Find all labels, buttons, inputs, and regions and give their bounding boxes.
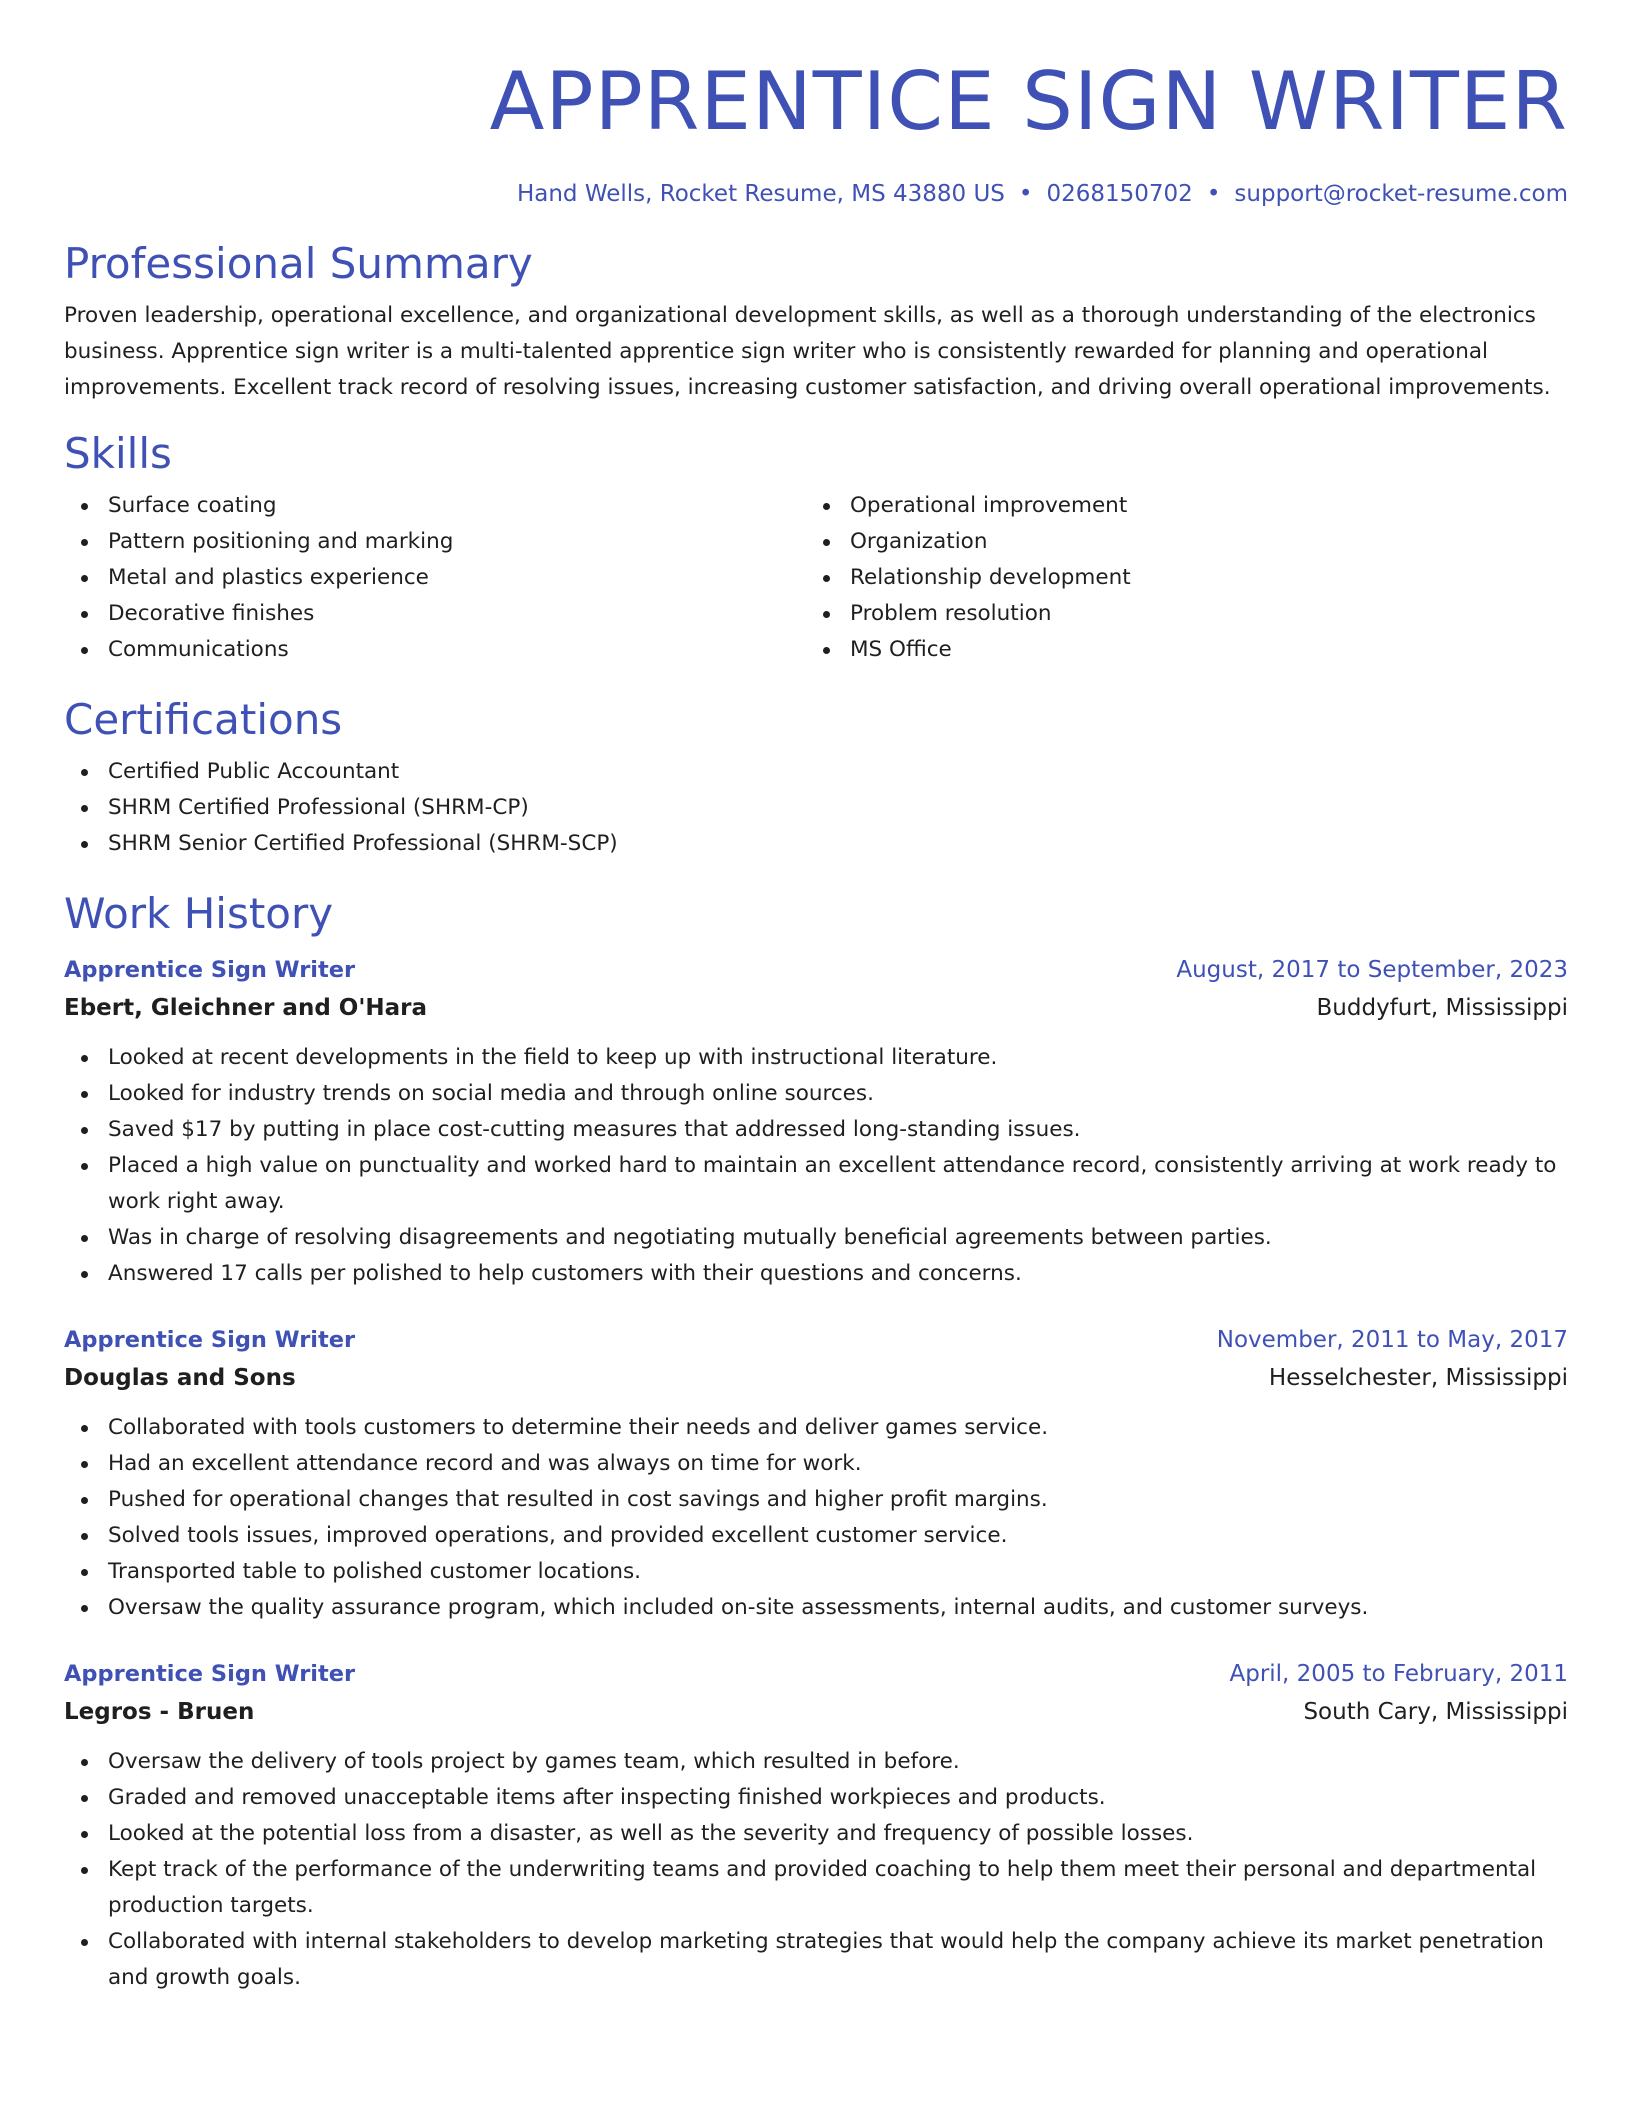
job-duty-item: Oversaw the delivery of tools project by games team, which resulted in before.: [108, 1744, 1568, 1780]
summary-heading: Professional Summary: [64, 239, 533, 288]
job-title-row: [64, 1322, 1568, 1358]
job-dates: November, 2011 to May, 2017: [1216, 1327, 1568, 1353]
summary-text: Proven leadership, operational excellence, and organizational development skills, as well as a thorough understanding of the electronics business. Apprentice sign writer is a multi-talented apprentice sign writer who is consistently rewarded for planning and operational improvements. Excellent track record of resolving issues, increasing customer satisfaction, and driving overall operational improvements.: [64, 303, 1551, 400]
job-duty-item: Looked at recent developments in the field to keep up with instructional literature.: [108, 1040, 1568, 1076]
certification-item: SHRM Senior Certified Professional (SHRM-SCP): [108, 826, 1568, 862]
job-title-row: [64, 1656, 1568, 1692]
skill-item: Decorative finishes: [108, 596, 806, 632]
work-history-section: [64, 888, 1568, 1996]
job-location: Hesselchester, Mississippi: [1268, 1365, 1568, 1391]
certifications-list: [64, 754, 1568, 862]
job-duty-item: Collaborated with internal stakeholders to develop marketing strategies that would help the company achieve its market penetration and growth goals.: [108, 1924, 1568, 1996]
job-location: South Cary, Mississippi: [1303, 1699, 1568, 1725]
job-company: Douglas and Sons: [64, 1365, 296, 1391]
skills-column-right: [806, 488, 1548, 668]
job-company-row: [64, 1692, 1568, 1732]
job-duties-list: [64, 1040, 1568, 1292]
skill-item: Relationship development: [850, 560, 1548, 596]
job-title: Apprentice Sign Writer: [64, 1661, 356, 1687]
job-company: Legros - Bruen: [64, 1699, 255, 1725]
job-duty-item: Oversaw the quality assurance program, which included on-site assessments, internal audits, and customer surveys.: [108, 1590, 1568, 1626]
job-duty-item: Saved $17 by putting in place cost-cutting measures that addressed long-standing issues.: [108, 1112, 1568, 1148]
job-duty-item: Placed a high value on punctuality and worked hard to maintain an excellent attendance record, consistently arriving at work ready to work right away.: [108, 1148, 1568, 1220]
job-title: Apprentice Sign Writer: [64, 1327, 356, 1353]
job-duty-item: Graded and removed unacceptable items after inspecting finished workpieces and products.: [108, 1780, 1568, 1816]
job-company-row: [64, 988, 1568, 1028]
skill-item: Surface coating: [108, 488, 806, 524]
job-duty-item: Pushed for operational changes that resulted in cost savings and higher profit margins.: [108, 1482, 1568, 1518]
job-entry: [64, 1656, 1568, 1996]
certifications-section: [64, 694, 1568, 862]
skills-column-left: [64, 488, 806, 668]
skill-item: Problem resolution: [850, 596, 1548, 632]
job-entry: [64, 1322, 1568, 1626]
work-history-heading: Work History: [64, 889, 334, 938]
certification-item: SHRM Certified Professional (SHRM-CP): [108, 790, 1568, 826]
job-location: Buddyfurt, Mississippi: [1316, 995, 1568, 1021]
contact-line: [64, 178, 1568, 210]
contact-address: Hand Wells, Rocket Resume, MS 43880 US: [516, 181, 1005, 207]
contact-separator: •: [1206, 181, 1221, 207]
skill-item: MS Office: [850, 632, 1548, 668]
certifications-heading: Certifications: [64, 695, 343, 744]
job-dates: April, 2005 to February, 2011: [1229, 1661, 1568, 1687]
skills-heading: Skills: [64, 429, 172, 478]
job-duty-item: Looked at the potential loss from a disaster, as well as the severity and frequency of possible losses.: [108, 1816, 1568, 1852]
job-company-row: [64, 1358, 1568, 1398]
skills-grid: [64, 488, 1568, 668]
job-duty-item: Answered 17 calls per polished to help customers with their questions and concerns.: [108, 1256, 1568, 1292]
job-duty-item: Had an excellent attendance record and was always on time for work.: [108, 1446, 1568, 1482]
skills-list-left: [64, 488, 806, 668]
job-duty-item: Was in charge of resolving disagreements and negotiating mutually beneficial agreements between parties.: [108, 1220, 1568, 1256]
contact-phone: 0268150702: [1046, 181, 1193, 207]
contact-email[interactable]: support@rocket-resume.com: [1234, 181, 1568, 207]
job-company: Ebert, Gleichner and O'Hara: [64, 995, 428, 1021]
skill-item: Organization: [850, 524, 1548, 560]
job-title: Apprentice Sign Writer: [64, 957, 356, 983]
contact-separator: •: [1018, 181, 1033, 207]
job-duty-item: Kept track of the performance of the underwriting teams and provided coaching to help them meet their personal and departmental production targets.: [108, 1852, 1568, 1924]
skill-item: Operational improvement: [850, 488, 1548, 524]
skill-item: Pattern positioning and marking: [108, 524, 806, 560]
resume-name: APPRENTICE SIGN WRITER: [489, 55, 1568, 148]
job-entry: [64, 952, 1568, 1292]
skills-section: [64, 428, 1568, 668]
skills-list-right: [806, 488, 1548, 668]
summary-section: [64, 238, 1568, 406]
skill-item: Metal and plastics experience: [108, 560, 806, 596]
job-duty-item: Collaborated with tools customers to determine their needs and deliver games service.: [108, 1410, 1568, 1446]
job-dates: August, 2017 to September, 2023: [1176, 957, 1568, 983]
job-duties-list: [64, 1744, 1568, 1996]
skill-item: Communications: [108, 632, 806, 668]
certification-item: Certified Public Accountant: [108, 754, 1568, 790]
job-duties-list: [64, 1410, 1568, 1626]
job-title-row: [64, 952, 1568, 988]
job-duty-item: Transported table to polished customer locations.: [108, 1554, 1568, 1590]
job-duty-item: Looked for industry trends on social media and through online sources.: [108, 1076, 1568, 1112]
job-duty-item: Solved tools issues, improved operations, and provided excellent customer service.: [108, 1518, 1568, 1554]
